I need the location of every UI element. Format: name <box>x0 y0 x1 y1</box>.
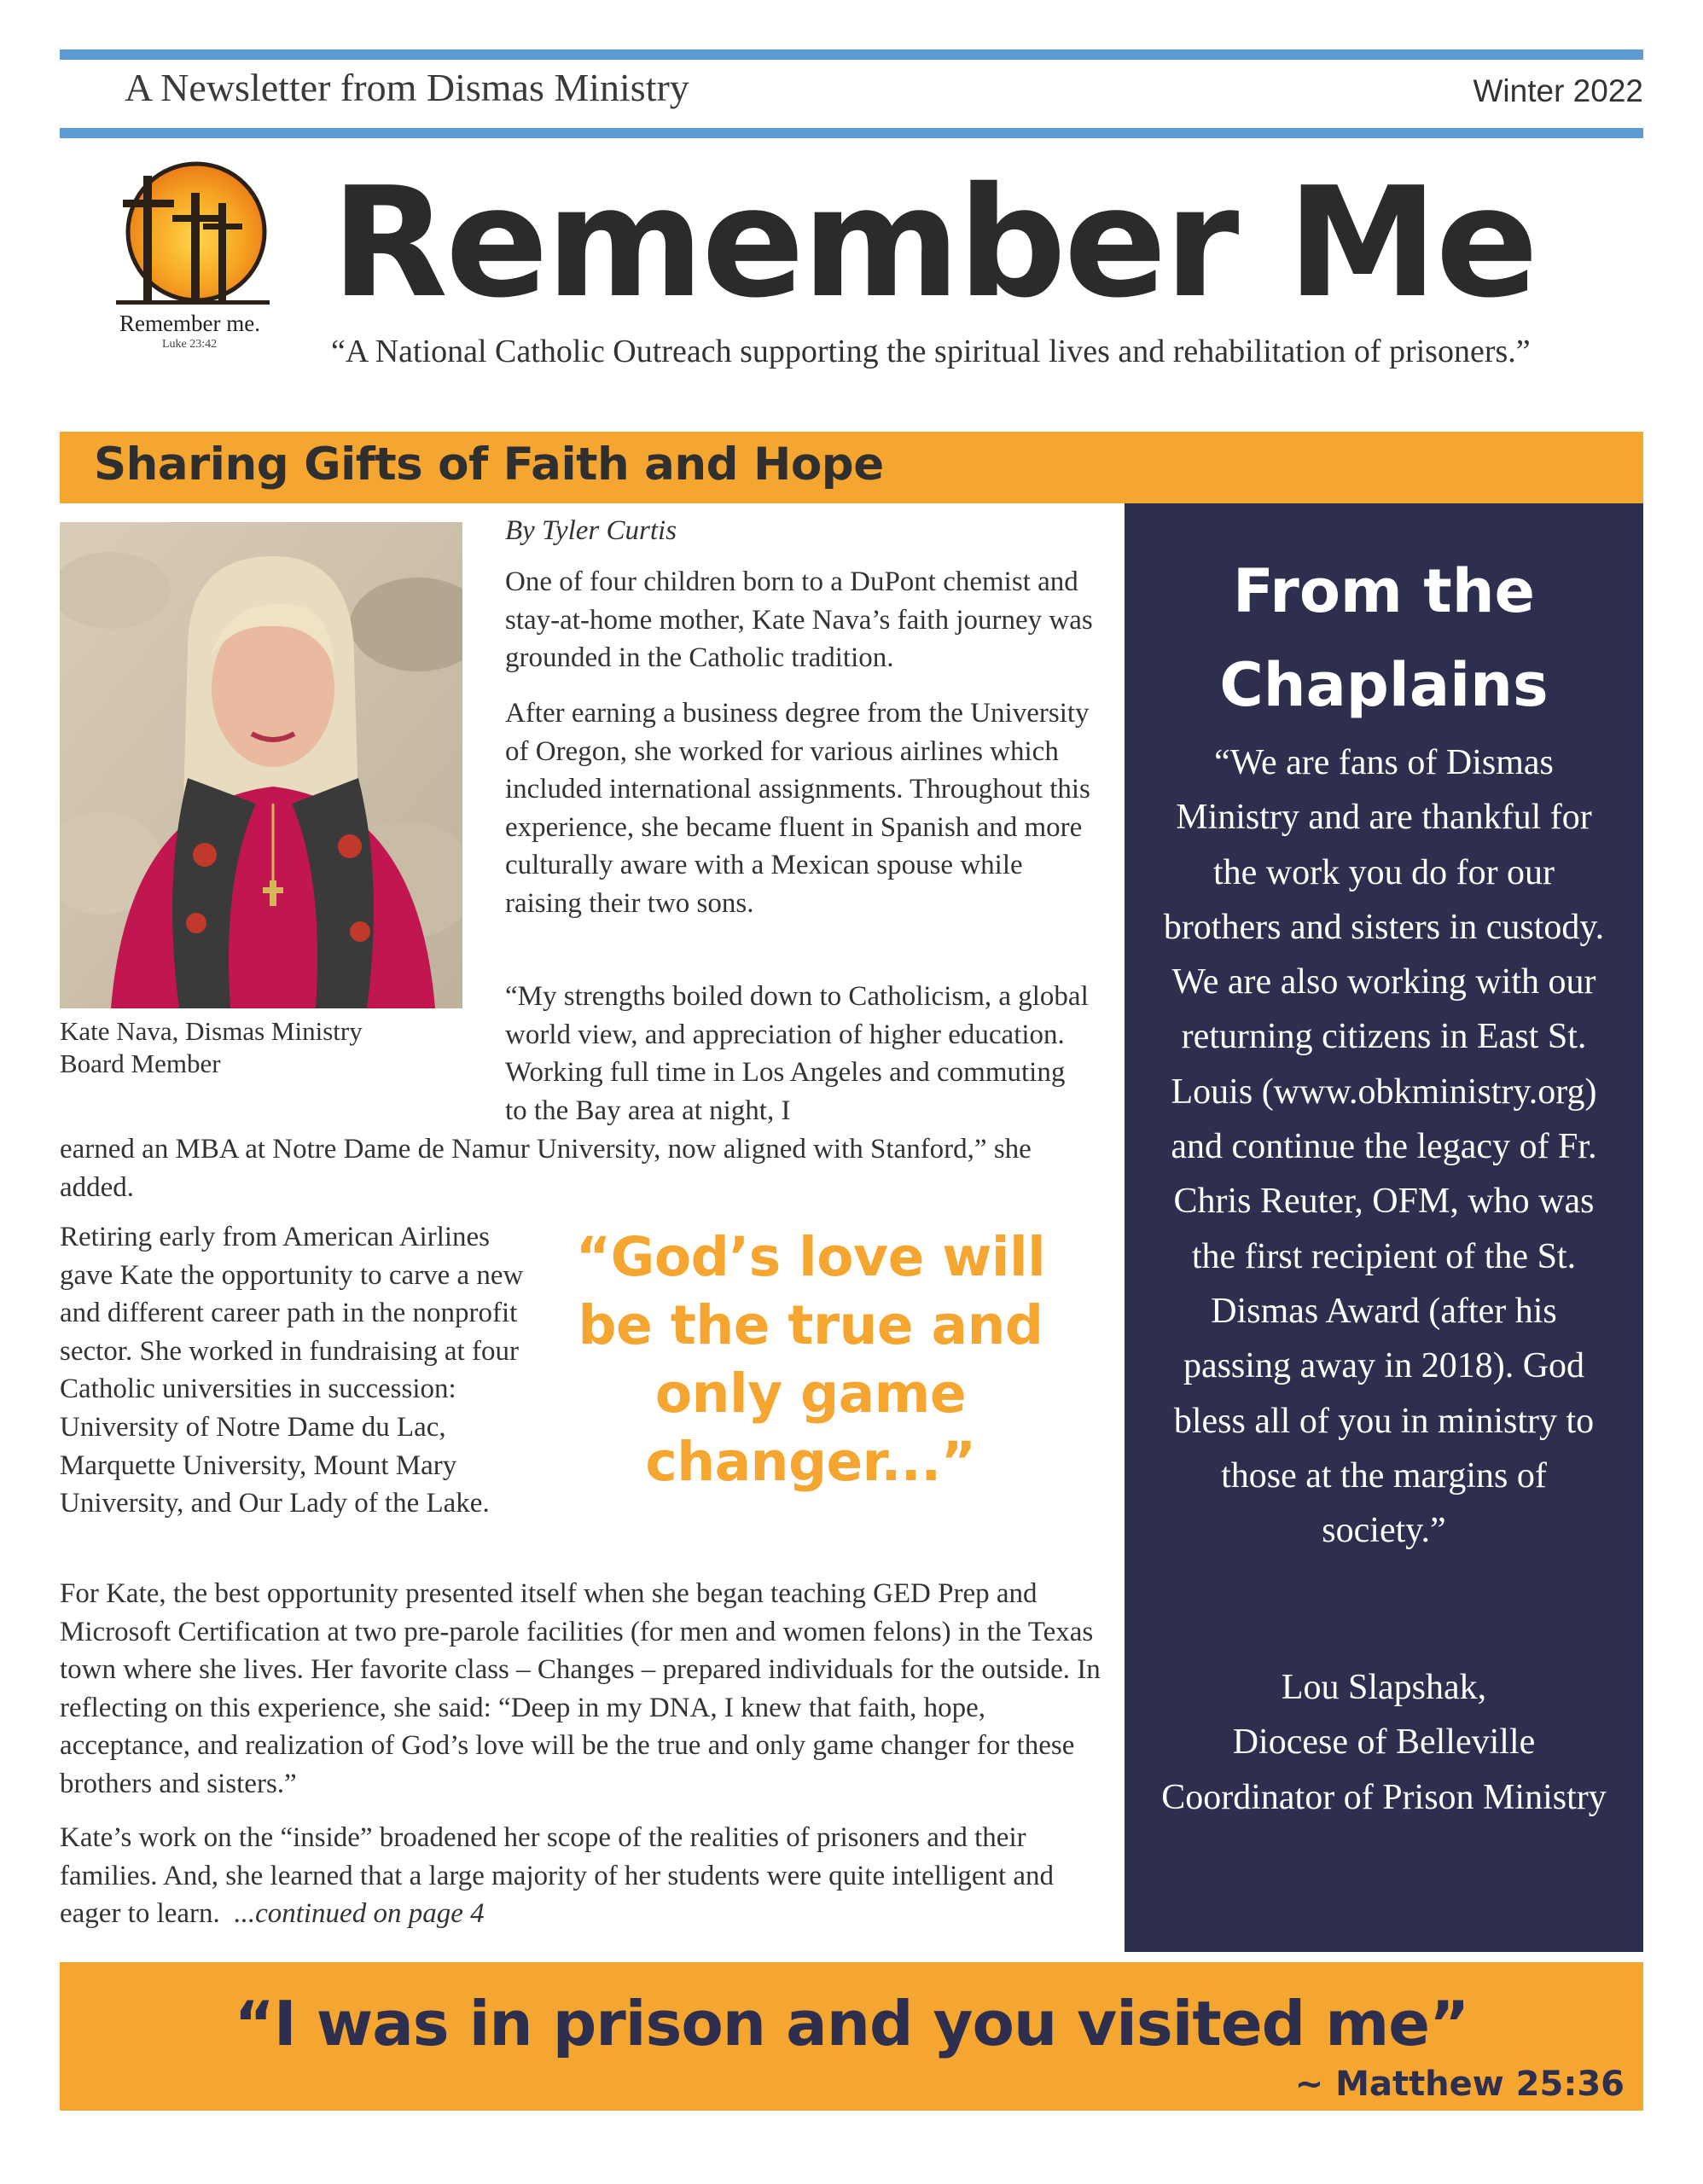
pull-quote: “God’s love will be the true and only game changer...” <box>575 1226 1046 1493</box>
section-title: Sharing Gifts of Faith and Hope <box>94 439 884 491</box>
logo-reference: Luke 23:42 <box>162 338 218 351</box>
continued-link[interactable]: ...continued on page 4 <box>234 1898 485 1930</box>
footer-quote: “I was in prison and you visited me” <box>234 1988 1469 2059</box>
footer-reference: ~ Matthew 25:36 <box>1294 2065 1625 2104</box>
photo-caption-line2: Board Member <box>60 1048 221 1078</box>
article-paragraph-3: “My strengths boiled down to Catholicism, a global world view, and appreciation of higher education. Working full time in Los Angeles and commuting to the Bay area at night, I <box>505 981 1089 1126</box>
sidebar-signature <box>1159 1660 1609 1825</box>
masthead-title: Remember Me <box>331 154 1537 331</box>
sidebar-quote: “We are fans of Dismas Ministry and are thankful for the work you do for our brothers and sisters in custody. We are also working with our returning citizens in East St. Louis (www.obkministry.org) and continue the legacy of Fr. Chris Reuter, OFM, who was the first recipient of the St. Dismas Award (after his passing away in 2018). God bless all of you in ministry to those at the margins of society.” <box>1163 743 1605 1551</box>
article-paragraph-5: For Kate, the best opportunity presented itself when she began teaching GED Prep and Microsoft Certification at two pre-parole facilities (for men and women felons) in the Texas town where she lives. Her favorite class – Changes – prepared individuals for the outside. In reflecting on this experience, she said: “Deep in my DNA, I knew that faith, hope, acceptance, and realization of God’s love will be the true and only game changer for these brothers and sisters.” <box>60 1578 1101 1799</box>
article-paragraph-1: One of four children born to a DuPont chemist and stay-at-home mother, Kate Nava’s faith journey was grounded in the Catholic tradition. <box>505 566 1093 674</box>
ministry-logo <box>113 159 275 309</box>
byline: By Tyler Curtis <box>505 515 677 546</box>
sidebar-title-line2: Chaplains <box>1219 650 1549 720</box>
top-rule <box>60 49 1643 60</box>
signature-role: Coordinator of Prison Ministry <box>1161 1777 1607 1817</box>
sidebar-title <box>1125 544 1643 732</box>
header-rule <box>60 128 1643 138</box>
newsletter-line: A Newsletter from Dismas Ministry <box>125 66 689 109</box>
signature-name: Lou Slapshak, <box>1281 1668 1487 1707</box>
issue-date: Winter 2022 <box>1473 73 1643 108</box>
signature-org: Diocese of Belleville <box>1232 1722 1536 1763</box>
logo-caption: Remember me. <box>119 311 260 336</box>
sidebar-title-line1: From the <box>1232 556 1536 626</box>
article-paragraph-6 <box>60 1819 1118 1933</box>
article-paragraph-2: After earning a business degree from the University of Oregon, she worked for various airlines which included international assignments. Throughout this experience, she became fluent in Spanish and more culturally aware with a Mexican spouse while raising their two sons. <box>505 698 1090 919</box>
board-member-photo <box>60 522 462 1008</box>
photo-caption-line1: Kate Nava, Dismas Ministry <box>60 1016 363 1046</box>
article-paragraph-6-text: Kate’s work on the “inside” broadened her scope of the realities of prisoners and their families. And, she learned that a large majority of her students were quite intelligent and eager to learn. <box>60 1822 1055 1930</box>
photo-caption <box>60 1015 363 1080</box>
tagline: “A National Catholic Outreach supporting the spiritual lives and rehabilitation of prisoners.” <box>331 334 1531 369</box>
chaplains-sidebar <box>1125 503 1643 1952</box>
article-paragraph-3-continued: earned an MBA at Notre Dame de Namur University, now aligned with Stanford,” she added. <box>60 1134 1032 1203</box>
article-paragraph-4: Retiring early from American Airlines gave Kate the opportunity to carve a new and different career path in the nonprofit sector. She worked in fundraising at four Catholic universities in succession: University of Notre Dame du Lac, Marquette University, Mount Mary University, and Our Lady of the Lake. <box>60 1222 524 1519</box>
